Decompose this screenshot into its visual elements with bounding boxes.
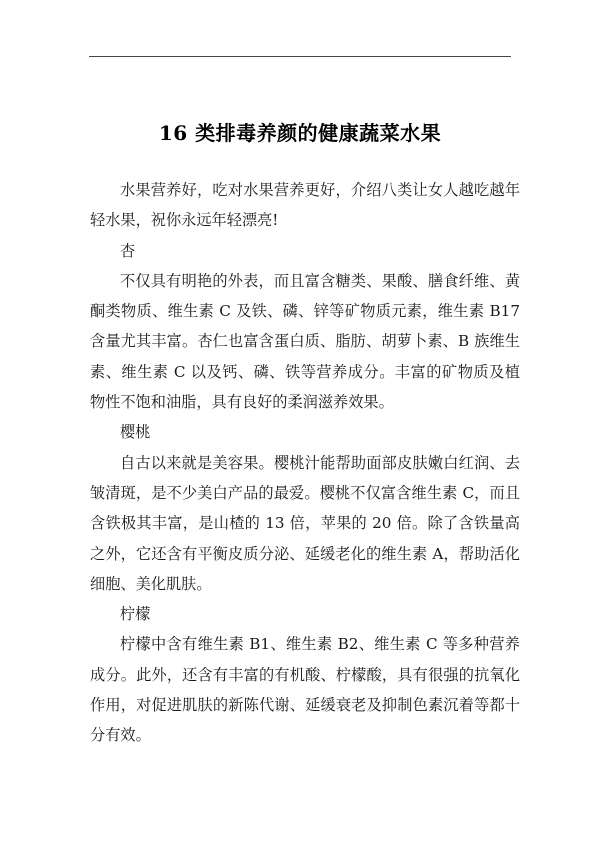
- section-body-apricot: 不仅具有明艳的外表，而且富含糖类、果酸、膳食纤维、黄酮类物质、维生素 C 及铁、磷、锌等矿物质元素，维生素 B17 含量尤其丰富。杏仁也富含蛋白质、脂肪、胡萝卜素、B 族维生素、维生素 C 以及钙、磷、铁等营养成分。丰富的矿物质及植物性不饱和油脂，具有良好的柔润滋养效果。: [90, 271, 520, 412]
- document-title: 16 类排毒养颜的健康蔬菜水果: [158, 121, 442, 145]
- intro-paragraph: 水果营养好，吃对水果营养更好，介绍八类让女人越吃越年轻水果，祝你永远年轻漂亮!: [90, 181, 520, 230]
- section-body-cherry: 自古以来就是美容果。樱桃汁能帮助面部皮肤嫩白红润、去皱清斑，是不少美白产品的最爱。樱桃不仅富含维生素 C，而且含铁极其丰富，是山楂的 13 倍，苹果的 20 倍。除了含铁量高之外，它还含有平衡皮质分泌、延缓老化的维生素 A，帮助活化细胞、美化肌肤。: [90, 453, 520, 593]
- section-heading-cherry: 樱桃: [120, 423, 151, 442]
- header-rule: [89, 56, 511, 57]
- section-heading-lemon: 柠檬: [120, 605, 151, 624]
- section-body-lemon: 柠檬中含有维生素 B1、维生素 B2、维生素 C 等多种营养成分。此外，还含有丰富的有机酸、柠檬酸，具有很强的抗氧化作用，对促进肌肤的新陈代谢、延缓衰老及抑制色素沉着等都十分有效。: [90, 635, 520, 745]
- section-heading-apricot: 杏: [120, 241, 136, 260]
- document-body: [90, 175, 520, 751]
